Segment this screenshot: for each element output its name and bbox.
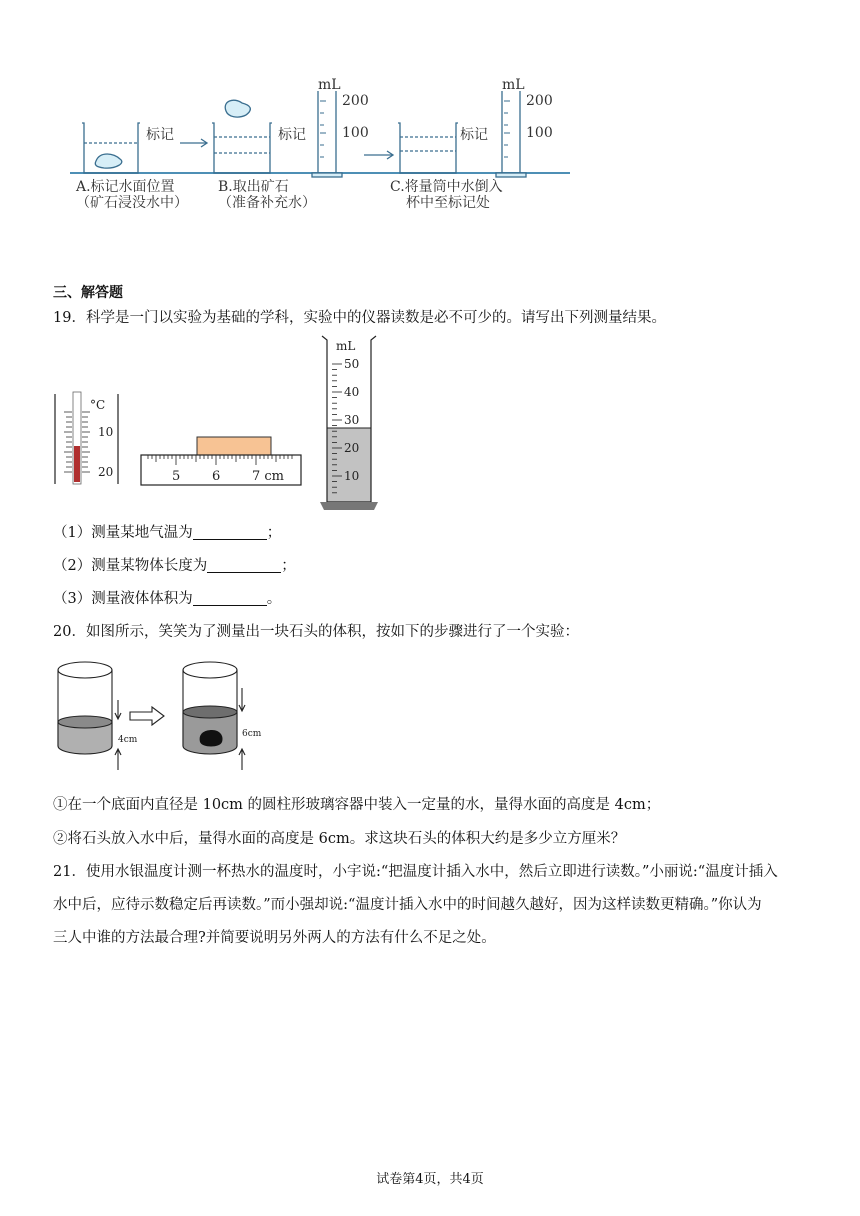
- cylinder1-100: 100: [342, 125, 369, 141]
- mark-label-c: 标记: [460, 127, 488, 143]
- cylinder2-unit: mL: [502, 77, 525, 93]
- question-21-line1: 21．使用水银温度计测一杯热水的温度时，小宇说:“把温度计插入水中，然后立即进行读数。”小丽说:“温度计插入: [53, 864, 778, 880]
- question-19-sub2: （2）测量某物体长度为 ；: [53, 558, 296, 574]
- caption-c1: C.将量筒中水倒入: [390, 179, 503, 195]
- question-21-line2: 水中后，应待示数稳定后再读数。”而小强却说:“温度计插入水中的时间越久越好，因为这样读数更精确。”你认为: [53, 897, 762, 913]
- question-19-text: 19．科学是一门以实验为基础的学科，实验中的仪器读数是必不可少的。请写出下列测量结果。: [53, 310, 666, 326]
- question-21-line3: 三人中谁的方法最合理?并简要说明另外两人的方法有什么不足之处。: [53, 930, 496, 946]
- measurement-instruments-figure: [52, 334, 382, 514]
- mark-label-b: 标记: [278, 127, 306, 143]
- question-19-sub3: （3）测量液体体积为 。: [53, 591, 282, 607]
- section-title: 三、解答题: [53, 285, 123, 301]
- caption-c2: 杯中至标记处: [406, 195, 490, 211]
- mark-label-a: 标记: [146, 127, 174, 143]
- cylinder-50: 50: [344, 357, 360, 371]
- caption-a1: A.标记水面位置: [76, 179, 175, 195]
- page-footer: 试卷第4页，共4页: [376, 1172, 484, 1187]
- question-20-step1: ①在一个底面内直径是 10cm 的圆柱形玻璃容器中装入一定量的水，量得水面的高度是 4cm；: [53, 797, 661, 813]
- cylinder2-200: 200: [526, 93, 553, 109]
- thermometer-10: 10: [98, 425, 114, 439]
- cylinder-40: 40: [344, 385, 360, 399]
- question-20-text: 20．如图所示，笑笑为了测量出一块石头的体积，按如下的步骤进行了一个实验：: [53, 624, 579, 640]
- cylinder1-unit: mL: [318, 77, 341, 93]
- cylinder2-100: 100: [526, 125, 553, 141]
- thermometer-unit: °C: [90, 398, 106, 412]
- ruler-5: 5: [172, 469, 181, 484]
- cylinder-10: 10: [344, 469, 360, 483]
- thermometer-20: 20: [98, 465, 114, 479]
- cylinder1-200: 200: [342, 93, 369, 109]
- question-19-sub1: （1）测量某地气温为 ；: [53, 525, 282, 541]
- caption-a2: （矿石浸没水中）: [76, 195, 188, 211]
- cylinder-30: 30: [344, 413, 360, 427]
- answer-blank-3[interactable]: [193, 591, 267, 606]
- answer-blank-1[interactable]: [193, 525, 267, 540]
- answer-blank-2[interactable]: [207, 558, 281, 573]
- stone-volume-figure: [52, 660, 282, 780]
- cylinder-unit: mL: [336, 339, 356, 353]
- caption-b1: B.取出矿石: [218, 179, 289, 195]
- caption-b2: （准备补充水）: [218, 195, 316, 211]
- question-20-step2: ②将石头放入水中后，量得水面的高度是 6cm。求这块石头的体积大约是多少立方厘米？: [53, 831, 626, 847]
- ruler-7: 7 cm: [252, 469, 285, 484]
- height-label-6cm: 6cm: [242, 729, 262, 739]
- ore-volume-figure: [70, 75, 590, 225]
- ruler-6: 6: [212, 469, 221, 484]
- height-label-4cm: 4cm: [118, 735, 138, 745]
- cylinder-20: 20: [344, 441, 360, 455]
